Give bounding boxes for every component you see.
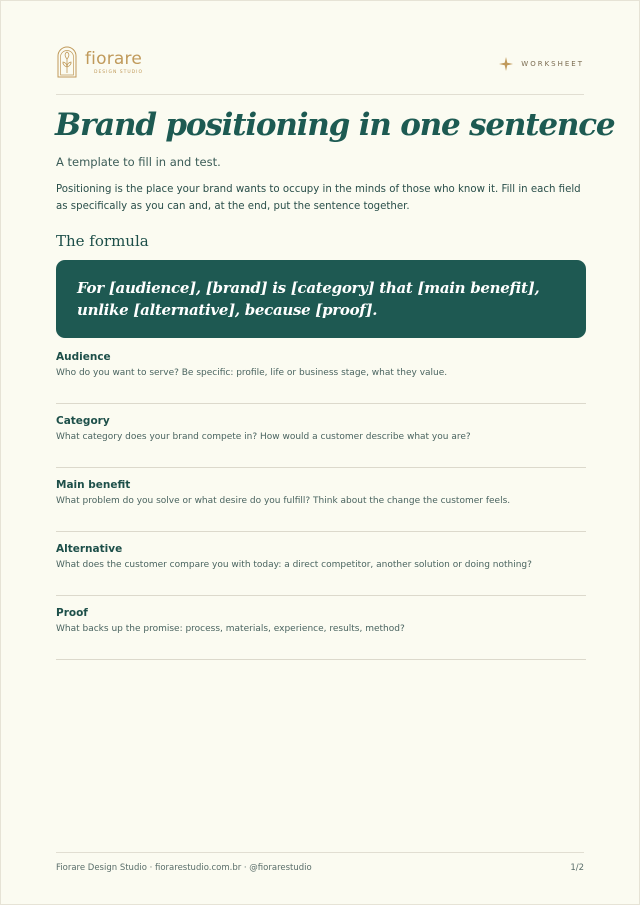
field-label: Main benefit [56,479,131,491]
page-title: Brand positioning in one sentence [55,107,615,143]
field-audience [56,351,586,378]
flower-arch-logo-icon [56,45,78,79]
field-alternative [56,543,586,570]
field-main-benefit [56,479,586,506]
field-alternative-answer-line[interactable] [56,595,586,596]
footer-credits: Fiorare Design Studio · fiorarestudio.com.br · @fiorarestudio [56,863,312,873]
header-divider [56,94,584,95]
field-proof [56,607,586,634]
field-category-answer-line[interactable] [56,467,586,468]
field-help: What problem do you solve or what desire do you fulfill? Think about the change the customer feels. [56,496,511,506]
field-proof-answer-line[interactable] [56,659,586,660]
field-help: What category does your brand compete in? How would a customer describe what you are? [56,432,471,442]
field-category [56,415,586,442]
brand-wordmark: fiorare [85,49,142,69]
page-subtitle: A template to fill in and test. [56,155,221,169]
field-audience-answer-line[interactable] [56,403,586,404]
field-help: What does the customer compare you with today: a direct competitor, another solution or doing nothing? [56,560,532,570]
field-label: Audience [56,351,111,363]
field-help: Who do you want to serve? Be specific: profile, life or business stage, what they value. [56,368,448,378]
worksheet-tag [499,57,584,71]
field-main-benefit-answer-line[interactable] [56,531,586,532]
sparkle-icon [499,57,513,71]
formula-box [56,260,586,338]
intro-paragraph: Positioning is the place your brand wants to occupy in the minds of those who know it. Fill in each field as specifically as you can and, at the end, put the sentence together. [56,184,581,212]
page-header [56,45,584,83]
worksheet-label: WORKSHEET [521,60,584,68]
page-number: 1/2 [570,863,584,873]
formula-sentence: For [audience], [brand] is [category] that [main benefit], unlike [alternative], because [proof]. [77,279,540,319]
field-label: Alternative [56,543,123,555]
field-help: What backs up the promise: process, materials, experience, results, method? [56,624,405,634]
footer-divider [56,852,584,853]
formula-heading: The formula [56,232,149,250]
brand-tagline: DESIGN STUDIO [94,70,144,75]
field-label: Proof [56,607,88,619]
field-label: Category [56,415,110,427]
